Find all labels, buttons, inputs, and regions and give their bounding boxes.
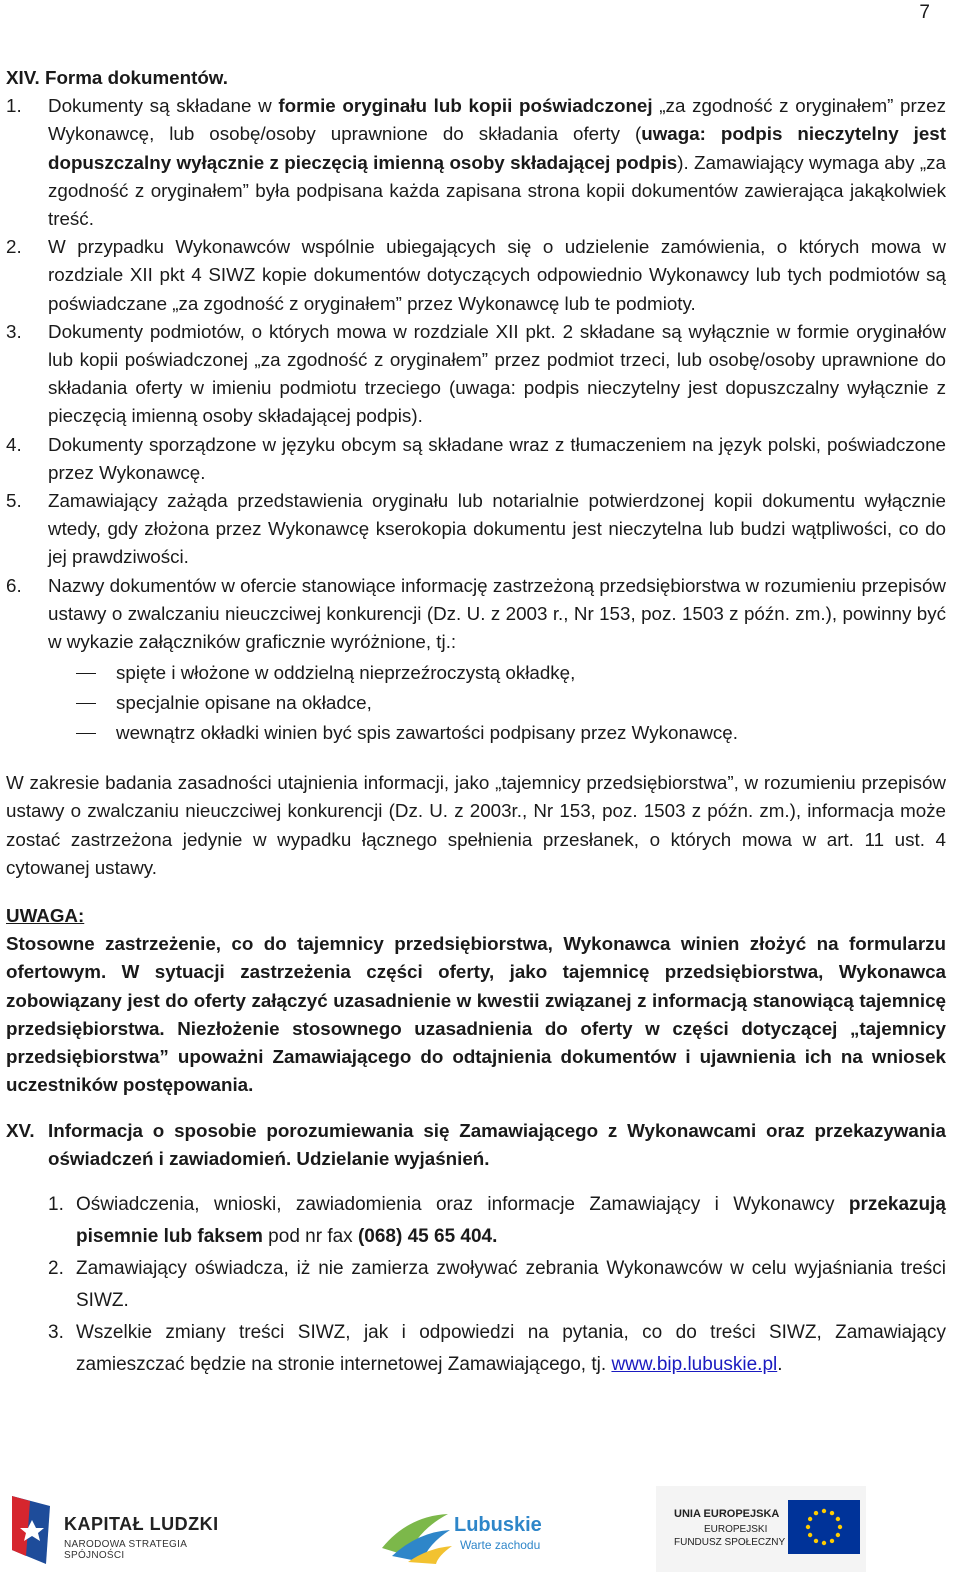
notice-text: Stosowne zastrzeżenie, co do tajemnicy przedsiębiorstwa, Wykonawca winien złożyć na formularzu ofertowym. W sytuacji zastrzeżenia części oferty, jako tajemnicę przedsiębiorstwa, Wykonawca zobowiązany jest do oferty załączyć uzasadnienie w kwestii związanej z informacją stanowiącą tajemnicę przedsiębiorstwa. Niezłożenie stosownego uzasadnienia do oferty w części dotyczącej „tajemnicy przedsiębiorstwa” upoważni Zamawiającego do odtajnienia dokumentów i ujawnienia ich na wniosek uczestników postępowania. [6,933,946,1096]
list-number: 6. [6,574,22,596]
kapital-ludzki-subtitle: NARODOWA STRATEGIA SPÓJNOŚCI [64,1539,187,1561]
list-number: 1. [6,95,22,117]
list-number: 1. [48,1193,64,1215]
list-number: 5. [6,490,22,512]
section-number: XV. [6,1119,35,1141]
eu-star-icon [836,1517,840,1521]
communication-list [6,1189,946,1381]
list-item: 2. Zamawiający oświadcza, iż nie zamierza zwoływać zebrania Wykonawców w celu wyjaśniania treści SIWZ. [48,1253,946,1317]
lubuskie-title: Lubuskie [454,1514,542,1536]
footer-logos [0,1478,960,1578]
list-number: 3. [48,1321,64,1343]
list-item: 1. Oświadczenia, wnioski, zawiadomienia oraz informacje Zamawiający i Wykonawcy przekazują pisemnie lub faksem pod nr fax (068) 45 65 404. [48,1189,946,1253]
eu-star-icon [814,1511,818,1515]
eu-star-icon [830,1539,834,1543]
eu-title: UNIA EUROPEJSKA [674,1508,780,1520]
list-item: 3. Wszelkie zmiany treści SIWZ, jak i odpowiedzi na pytania, co do treści SIWZ, Zamawiający zamieszczać będzie na stronie internetowej Zamawiającego, tj. www.bip.lubuskie.pl. [48,1317,946,1381]
eu-star-icon [814,1539,818,1543]
list-number: 2. [6,236,22,258]
eu-star-icon [822,1541,826,1545]
eu-logo [656,1486,866,1572]
notice-title: UWAGA: [6,905,85,927]
list-number: 2. [48,1257,64,1279]
dash-list-item: spięte i włożone w oddzielną nieprzeźroczystą okładkę, [48,658,946,687]
eu-subtitle-1: EUROPEJSKI [704,1524,768,1535]
page-number: 7 [919,2,930,23]
eu-star-icon [830,1511,834,1515]
kapital-ludzki-logo [6,1490,236,1570]
kapital-ludzki-title: KAPITAŁ LUDZKI [64,1514,219,1534]
section-heading-xiv: XIV. Forma dokumentów. [6,67,228,88]
lubuskie-wave-icon [378,1496,454,1566]
eu-star-icon [808,1533,812,1537]
list-number: 3. [6,320,22,342]
dash-list-item: wewnątrz okładki winien być spis zawartości podpisany przez Wykonawcę. [48,718,946,747]
eu-flag-icon [788,1500,860,1554]
eu-star-icon [836,1533,840,1537]
eu-star-icon [822,1509,826,1513]
list-item: 6. Nazwy dokumentów w ofercie stanowiące informację zastrzeżoną przedsiębiorstwa w rozumieniu przepisów ustawy o zwalczaniu nieuczciwej konkurencji (Dz. U. z 2003 r., Nr 153, poz. 1503 z późn. zm.), powinny być w wykazie załączników graficznie wyróżnione, tj.: [6,572,946,657]
confidentiality-paragraph: W zakresie badania zasadności utajnienia informacji, jako „tajemnicy przedsiębiorstwa”, w rozumieniu przepisów ustawy o zwalczaniu nieuczciwej konkurencji (Dz. U. z 2003r., Nr 153, poz. 1503 z późn. zm.), informacja może zostać zastrzeżona jedynie w wypadku łącznego spełnienia przesłanek, o których mowa w art. 11 ust. 4 cytowanej ustawy. [6,772,946,878]
eu-star-icon [806,1525,810,1529]
eu-star-icon [838,1525,842,1529]
eu-subtitle-2: FUNDUSZ SPOŁECZNY [674,1537,786,1548]
list-item: 2. W przypadku Wykonawców wspólnie ubiegających się o udzielenie zamówienia, o których mowa w rozdziale XII pkt 4 SIWZ kopie dokumentów dotyczących odpowiednio Wykonawcy lub tych podmiotów są poświadczane „za zgodność z oryginałem” przez Wykonawcę lub te podmioty. [6,233,946,318]
list-number: 4. [6,433,22,455]
bip-link[interactable]: www.bip.lubuskie.pl [611,1353,778,1375]
kapital-ludzki-emblem-icon [6,1490,58,1570]
list-item: 3. Dokumenty podmiotów, o których mowa w rozdziale XII pkt. 2 składane są wyłącznie w formie oryginałów lub kopii poświadczonej „za zgodność z oryginałem” przez podmiot trzeci, lub osobę/osoby uprawnione do składania oferty w imieniu podmiotu trzeciego (uwaga: podpis nieczytelny jest dopuszczalny wyłącznie z pieczęcią imienną osoby składającej podpis). [6,318,946,431]
section-heading-xv: XV. Informacja o sposobie porozumiewania się Zamawiającego z Wykonawcami oraz przekazywania oświadczeń i zawiadomień. Udzielanie wyjaśnień. [6,1117,946,1173]
eu-star-icon [808,1517,812,1521]
document-body [6,64,946,1381]
list-item: 4. Dokumenty sporządzone w języku obcym są składane wraz z tłumaczeniem na język polski, poświadczone przez Wykonawcę. [6,431,946,487]
list-item: 5. Zamawiający zażąda przedstawienia oryginału lub notarialnie potwierdzonej kopii dokumentu wyłącznie wtedy, gdy złożona przez Wykonawcę kserokopia dokumentu jest nieczytelna lub budzi wątpliwości, co do jej prawdziwości. [6,487,946,572]
lubuskie-subtitle: Warte zachodu [460,1538,541,1552]
dash-list-item: specjalnie opisane na okładce, [48,688,946,717]
lubuskie-logo [378,1496,558,1566]
list-item: 1. Dokumenty są składane w formie oryginału lub kopii poświadczonej „za zgodność z oryginałem” przez Wykonawcę, lub osobę/osoby uprawnione do składania oferty (uwaga: podpis nieczytelny jest dopuszczalny wyłącznie z pieczęcią imienną osoby składającej podpis). Zamawiający wymaga aby „za zgodność z oryginałem” była podpisana każda zapisana strona kopii dokumentów zawierająca jakąkolwiek treść. [6,92,946,233]
dash-list [48,658,946,747]
